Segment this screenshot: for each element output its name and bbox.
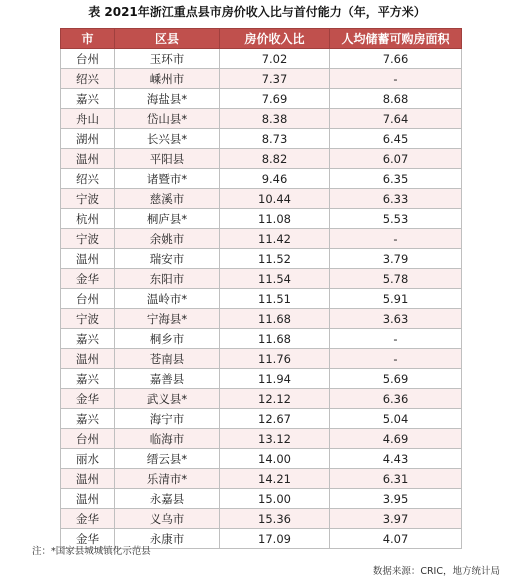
header-city: 市 xyxy=(61,29,115,49)
cell-county: 乐清市* xyxy=(115,469,220,489)
cell-city: 湖州 xyxy=(61,129,115,149)
cell-county: 永康市 xyxy=(115,529,220,549)
cell-city: 丽水 xyxy=(61,449,115,469)
cell-city: 台州 xyxy=(61,49,115,69)
cell-price-income-ratio: 8.82 xyxy=(220,149,330,169)
cell-price-income-ratio: 11.52 xyxy=(220,249,330,269)
cell-purchasable-area: 6.36 xyxy=(330,389,462,409)
cell-county: 诸暨市* xyxy=(115,169,220,189)
footnote: 注：*国家县城城镇化示范县 xyxy=(32,546,151,557)
table-row xyxy=(61,189,462,209)
table-row xyxy=(61,409,462,429)
table-row xyxy=(61,229,462,249)
header-price-income-ratio: 房价收入比 xyxy=(220,29,330,49)
table-row xyxy=(61,329,462,349)
table-row xyxy=(61,469,462,489)
cell-price-income-ratio: 11.51 xyxy=(220,289,330,309)
cell-county: 玉环市 xyxy=(115,49,220,69)
data-source: 数据来源：CRIC，地方统计局 xyxy=(372,566,500,577)
cell-county: 义乌市 xyxy=(115,509,220,529)
cell-city: 宁波 xyxy=(61,309,115,329)
cell-purchasable-area: 6.45 xyxy=(330,129,462,149)
table-row xyxy=(61,49,462,69)
cell-city: 温州 xyxy=(61,489,115,509)
cell-price-income-ratio: 9.46 xyxy=(220,169,330,189)
cell-price-income-ratio: 8.73 xyxy=(220,129,330,149)
table-row xyxy=(61,169,462,189)
data-table xyxy=(60,28,462,549)
cell-purchasable-area: 5.91 xyxy=(330,289,462,309)
cell-purchasable-area: 4.69 xyxy=(330,429,462,449)
cell-city: 台州 xyxy=(61,429,115,449)
cell-purchasable-area: 5.04 xyxy=(330,409,462,429)
cell-city: 嘉兴 xyxy=(61,409,115,429)
cell-city: 金华 xyxy=(61,389,115,409)
cell-county: 桐庐县* xyxy=(115,209,220,229)
table-row xyxy=(61,109,462,129)
cell-price-income-ratio: 13.12 xyxy=(220,429,330,449)
cell-price-income-ratio: 11.08 xyxy=(220,209,330,229)
cell-purchasable-area: - xyxy=(330,329,462,349)
table-row xyxy=(61,209,462,229)
cell-city: 温州 xyxy=(61,349,115,369)
table-row xyxy=(61,349,462,369)
cell-price-income-ratio: 11.42 xyxy=(220,229,330,249)
cell-county: 永嘉县 xyxy=(115,489,220,509)
table-row xyxy=(61,309,462,329)
cell-purchasable-area: 4.07 xyxy=(330,529,462,549)
cell-county: 宁海县* xyxy=(115,309,220,329)
table-row xyxy=(61,149,462,169)
table-row xyxy=(61,449,462,469)
cell-purchasable-area: 5.69 xyxy=(330,369,462,389)
cell-price-income-ratio: 15.00 xyxy=(220,489,330,509)
cell-city: 绍兴 xyxy=(61,69,115,89)
table-row xyxy=(61,509,462,529)
cell-city: 台州 xyxy=(61,289,115,309)
cell-county: 嘉善县 xyxy=(115,369,220,389)
cell-city: 温州 xyxy=(61,149,115,169)
header-county: 区县 xyxy=(115,29,220,49)
table-header-row xyxy=(61,29,462,49)
cell-price-income-ratio: 11.68 xyxy=(220,309,330,329)
cell-county: 武义县* xyxy=(115,389,220,409)
cell-price-income-ratio: 12.12 xyxy=(220,389,330,409)
cell-purchasable-area: 6.31 xyxy=(330,469,462,489)
cell-purchasable-area: 5.78 xyxy=(330,269,462,289)
table-row xyxy=(61,389,462,409)
table-row xyxy=(61,89,462,109)
cell-county: 临海市 xyxy=(115,429,220,449)
cell-purchasable-area: - xyxy=(330,69,462,89)
table-body xyxy=(61,49,462,549)
cell-purchasable-area: 7.66 xyxy=(330,49,462,69)
cell-price-income-ratio: 8.38 xyxy=(220,109,330,129)
cell-price-income-ratio: 15.36 xyxy=(220,509,330,529)
cell-city: 金华 xyxy=(61,509,115,529)
cell-price-income-ratio: 7.02 xyxy=(220,49,330,69)
cell-price-income-ratio: 14.21 xyxy=(220,469,330,489)
cell-county: 长兴县* xyxy=(115,129,220,149)
cell-county: 东阳市 xyxy=(115,269,220,289)
cell-city: 嘉兴 xyxy=(61,329,115,349)
cell-county: 温岭市* xyxy=(115,289,220,309)
table-row xyxy=(61,249,462,269)
cell-county: 桐乡市 xyxy=(115,329,220,349)
cell-price-income-ratio: 11.54 xyxy=(220,269,330,289)
cell-price-income-ratio: 11.94 xyxy=(220,369,330,389)
cell-price-income-ratio: 11.76 xyxy=(220,349,330,369)
header-purchasable-area: 人均储蓄可购房面积 xyxy=(330,29,462,49)
cell-county: 平阳县 xyxy=(115,149,220,169)
cell-city: 温州 xyxy=(61,469,115,489)
cell-price-income-ratio: 7.69 xyxy=(220,89,330,109)
cell-city: 杭州 xyxy=(61,209,115,229)
table-row xyxy=(61,429,462,449)
cell-city: 宁波 xyxy=(61,229,115,249)
table-row xyxy=(61,289,462,309)
cell-county: 海盐县* xyxy=(115,89,220,109)
cell-city: 温州 xyxy=(61,249,115,269)
table-row xyxy=(61,369,462,389)
cell-price-income-ratio: 7.37 xyxy=(220,69,330,89)
table-row xyxy=(61,269,462,289)
cell-city: 金华 xyxy=(61,529,115,549)
cell-purchasable-area: 5.53 xyxy=(330,209,462,229)
cell-price-income-ratio: 12.67 xyxy=(220,409,330,429)
cell-purchasable-area: 6.33 xyxy=(330,189,462,209)
cell-purchasable-area: 8.68 xyxy=(330,89,462,109)
cell-purchasable-area: 6.07 xyxy=(330,149,462,169)
cell-purchasable-area: 6.35 xyxy=(330,169,462,189)
cell-city: 金华 xyxy=(61,269,115,289)
cell-county: 海宁市 xyxy=(115,409,220,429)
cell-city: 嘉兴 xyxy=(61,369,115,389)
table-row xyxy=(61,69,462,89)
cell-purchasable-area: 3.63 xyxy=(330,309,462,329)
table-title: 表 2021年浙江重点县市房价收入比与首付能力（年，平方米） xyxy=(88,5,426,19)
cell-county: 缙云县* xyxy=(115,449,220,469)
cell-purchasable-area: 3.95 xyxy=(330,489,462,509)
cell-price-income-ratio: 11.68 xyxy=(220,329,330,349)
cell-price-income-ratio: 17.09 xyxy=(220,529,330,549)
cell-purchasable-area: - xyxy=(330,349,462,369)
table-row xyxy=(61,129,462,149)
cell-county: 余姚市 xyxy=(115,229,220,249)
cell-county: 瑞安市 xyxy=(115,249,220,269)
cell-city: 宁波 xyxy=(61,189,115,209)
cell-purchasable-area: 7.64 xyxy=(330,109,462,129)
cell-county: 苍南县 xyxy=(115,349,220,369)
cell-city: 绍兴 xyxy=(61,169,115,189)
cell-purchasable-area: 3.79 xyxy=(330,249,462,269)
cell-city: 舟山 xyxy=(61,109,115,129)
cell-county: 岱山县* xyxy=(115,109,220,129)
cell-price-income-ratio: 10.44 xyxy=(220,189,330,209)
cell-purchasable-area: 3.97 xyxy=(330,509,462,529)
cell-county: 嵊州市 xyxy=(115,69,220,89)
cell-city: 嘉兴 xyxy=(61,89,115,109)
table-row xyxy=(61,489,462,509)
cell-county: 慈溪市 xyxy=(115,189,220,209)
cell-purchasable-area: - xyxy=(330,229,462,249)
cell-purchasable-area: 4.43 xyxy=(330,449,462,469)
cell-price-income-ratio: 14.00 xyxy=(220,449,330,469)
